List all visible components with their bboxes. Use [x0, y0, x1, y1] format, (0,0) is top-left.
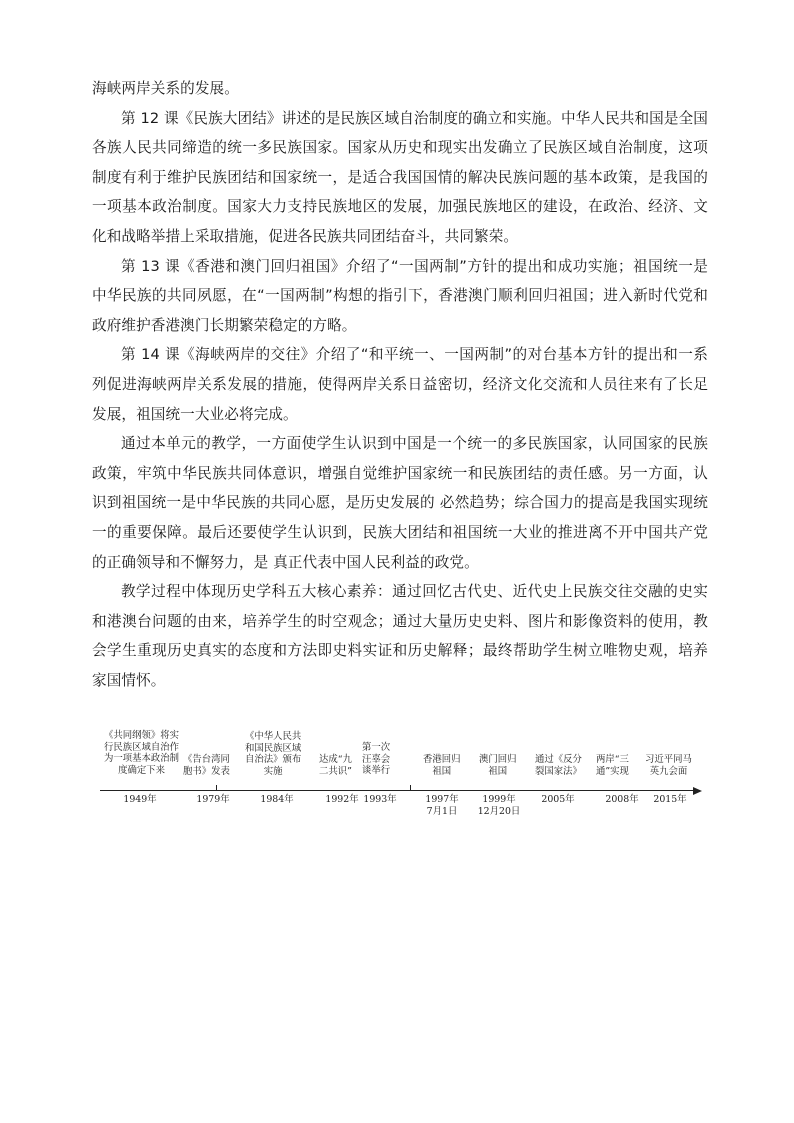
timeline-event-label	[319, 754, 352, 777]
timeline-event-label	[183, 754, 230, 777]
event-date-line: 1992年	[325, 794, 359, 805]
event-label-line: 英九会面	[649, 765, 688, 777]
event-date-line: 7月1日	[426, 805, 458, 817]
timeline-event-label	[245, 731, 301, 777]
event-label-line: 香港回归	[423, 754, 461, 765]
timeline-event-label	[479, 754, 517, 777]
paragraph-core-literacy: 教学过程中体现历史学科五大核心素养：通过回忆古代史、近代史上民族交往交融的史实和港澳台问题的由来，培养学生的时空观念；通过大量历史史料、图片和影像资料的使用，教会学生重现历史真实的态度和方法即史料实证和历史解释；最终帮助学生树立唯物史观，培养家国情怀。	[92, 583, 708, 689]
event-label-line: 行民族区域自治作	[104, 741, 180, 753]
event-date-line: 2015年	[653, 794, 687, 805]
timeline-tick	[410, 785, 411, 790]
event-label-line: 两岸“三	[596, 754, 629, 765]
paragraph-lesson-14: 第 14 课《海峡两岸的交往》介绍了“和平统一、一国两制”的对台基本方针的提出和一系列促进海峡两岸关系发展的措施，使得两岸关系日益密切，经济文化交流和人员往来有了长足发展，祖国统一大业必将完成。	[92, 346, 708, 423]
timeline-date	[123, 794, 156, 806]
event-date-line: 12月20日	[477, 805, 521, 817]
event-label-line: 第一次	[362, 742, 391, 753]
timeline-date	[196, 794, 229, 806]
event-label-line: 胞书》发表	[183, 765, 230, 777]
event-label-line: 达成“九	[319, 754, 352, 765]
timeline-date	[478, 794, 521, 817]
event-label-line: 度确定下来	[118, 764, 165, 776]
timeline-event-label	[104, 730, 179, 776]
event-label-line: 谈举行	[362, 765, 391, 776]
event-label-line: 汪辜会	[362, 753, 391, 765]
timeline-arrow-icon	[693, 787, 702, 795]
event-label-line: 祖国	[432, 765, 452, 777]
timeline-event-label	[423, 754, 461, 777]
timeline-date	[653, 794, 686, 806]
timeline-date	[605, 794, 638, 806]
timeline-event-label	[535, 754, 582, 777]
event-label-line: 裂国家法》	[535, 765, 582, 777]
event-label-line: 自治法》颁布	[245, 754, 302, 765]
event-label-line: 澳门回归	[479, 754, 517, 765]
body-text	[92, 74, 708, 695]
event-label-line: 习近平同马	[645, 754, 692, 765]
timeline-event-label	[362, 742, 390, 777]
event-label-line: 《告台湾同	[183, 754, 230, 765]
timeline-date	[425, 794, 458, 817]
event-date-line: 1949年	[123, 794, 157, 805]
paragraph-lesson-13: 第 13 课《香港和澳门回归祖国》介绍了“一国两制”方针的提出和成功实施；祖国统一是中华民族的共同夙愿，在“一国两制”构想的指引下，香港澳门顺利回归祖国；进入新时代党和政府维护香港澳门长期繁荣稳定的方略。	[92, 257, 708, 334]
event-label-line: 和国民族区域	[245, 742, 302, 754]
timeline-date	[363, 794, 396, 806]
timeline-event-label	[596, 754, 629, 777]
paragraph-lesson-12: 第 12 课《民族大团结》讲述的是民族区域自治制度的确立和实施。中华人民共和国是全国各族人民共同缔造的统一多民族国家。国家从历史和现实出发确立了民族区域自治制度，这项制度有利于维护民族团结和国家统一，是适合我国国情的解决民族问题的基本政策，是我国的一项基本政治制度。国家大力支持民族地区的发展，加强民族地区的建设，在政治、经济、文化和战略举措上采取措施，促进各民族共同团结奋斗，共同繁荣。	[92, 109, 708, 245]
event-date-line: 2008年	[605, 794, 639, 805]
timeline-date	[541, 794, 574, 806]
timeline-date	[325, 794, 358, 806]
event-label-line: 通”实现	[596, 765, 629, 777]
event-date-line: 1979年	[196, 794, 230, 805]
event-date-line: 1997年	[425, 794, 459, 805]
timeline-tick	[216, 785, 217, 790]
timeline-axis	[100, 790, 695, 791]
event-label-line: 二共识”	[319, 765, 352, 777]
paragraph-intro-tail: 海峡两岸关系的发展。	[92, 80, 239, 97]
event-label-line: 《中华人民共	[245, 731, 302, 742]
event-label-line: 《共同纲领》将实	[104, 730, 180, 741]
event-label-line: 通过《反分	[535, 754, 582, 765]
timeline-event-label	[645, 754, 692, 777]
event-label-line: 实施	[263, 765, 283, 777]
timeline-date	[260, 794, 293, 806]
event-date-line: 2005年	[541, 794, 575, 805]
event-date-line: 1993年	[363, 794, 397, 805]
event-date-line: 1984年	[260, 794, 294, 805]
event-label-line: 祖国	[488, 765, 508, 777]
event-date-line: 1999年	[482, 794, 516, 805]
paragraph-unit-goals: 通过本单元的教学，一方面使学生认识到中国是一个统一的多民族国家，认同国家的民族政策，牢筑中华民族共同体意识，增强自觉维护国家统一和民族团结的责任感。另一方面，认识到祖国统一是中华民族的共同心愿，是历史发展的 必然趋势；综合国力的提高是我国实现统一的重要保障。最后还要使学生认识到，民族大团结和祖国统一大业的推进离不开中国共产党的正确领导和不懈努力，是 真正代表中国人民利益的政党。	[92, 435, 708, 571]
timeline	[92, 730, 708, 830]
event-label-line: 为一项基本政治制	[104, 753, 180, 764]
